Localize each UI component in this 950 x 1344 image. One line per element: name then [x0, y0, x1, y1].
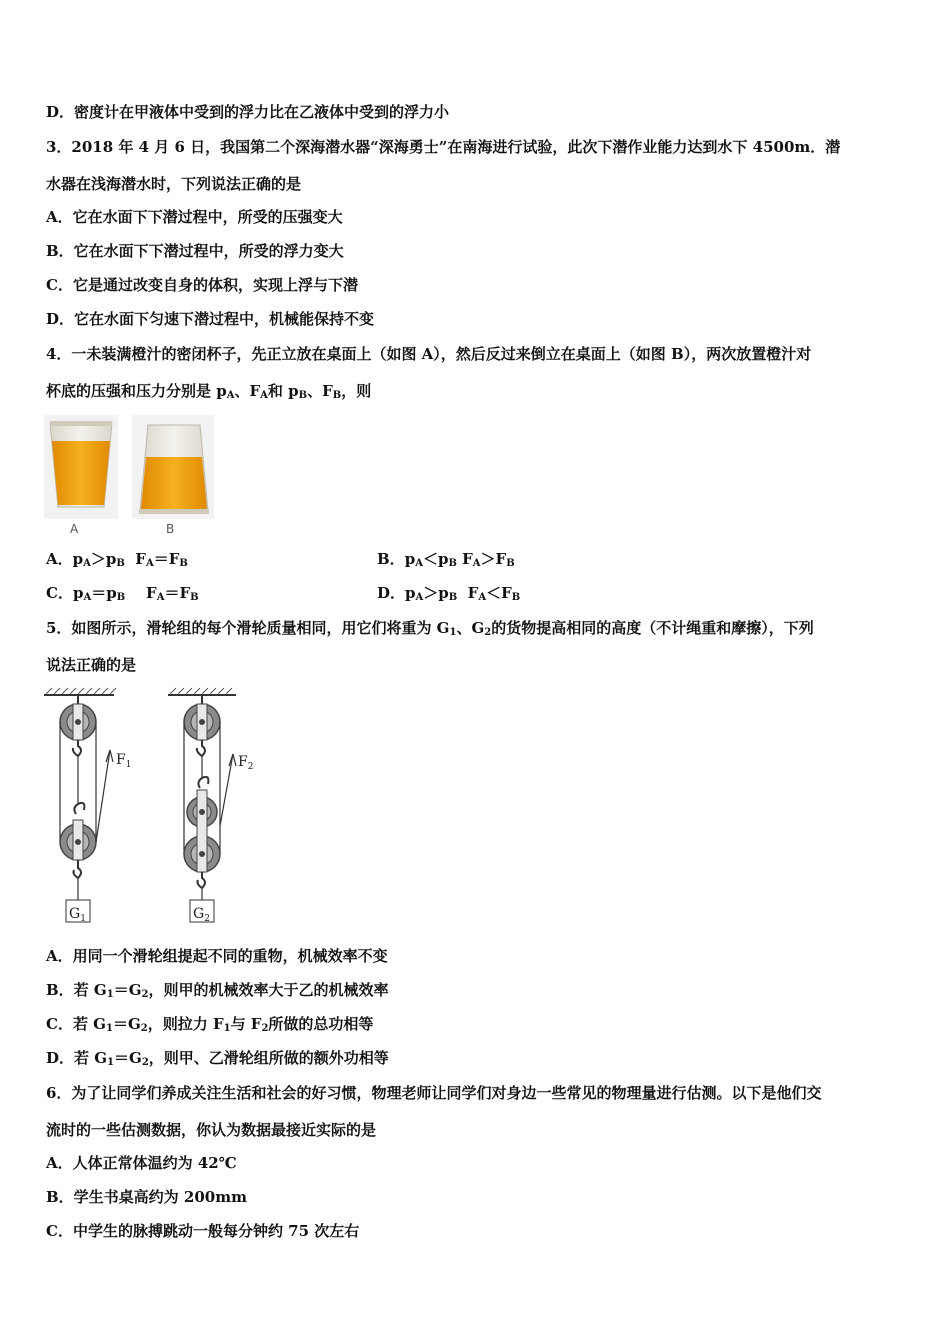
- text-part: F: [456, 550, 473, 568]
- text-part: ，则甲的机械效率大于乙的机械效率: [148, 981, 389, 999]
- option-prefix: B．: [377, 550, 405, 568]
- q3-option-b: B．它在水面下下潜过程中，所受的浮力变大: [46, 242, 344, 260]
- cup-a-label: A: [70, 522, 79, 536]
- subscript: A: [260, 390, 268, 401]
- subscript: B: [190, 592, 199, 603]
- text-part: 所做的总功相等: [268, 1015, 374, 1033]
- q4-stem-line2: [46, 381, 371, 401]
- text-part: 5．如图所示，滑轮组的每个滑轮质量相同，用它们将重为 G: [46, 619, 450, 637]
- text-part: ＝F: [153, 550, 180, 568]
- q3-option-c: C．它是通过改变自身的体积，实现上浮与下潜: [46, 276, 358, 294]
- label-sub: 2: [247, 762, 254, 772]
- subscript: A: [472, 558, 481, 569]
- subscript: A: [83, 592, 92, 603]
- text-part: p: [72, 584, 84, 602]
- label-sub: 1: [80, 914, 86, 924]
- subscript: B: [116, 592, 126, 603]
- subscript: 1: [223, 1023, 231, 1034]
- q6-stem-line2: 流时的一些估测数据，你认为数据最接近实际的是: [46, 1121, 377, 1139]
- text-part: ＞p: [90, 550, 117, 568]
- text-part: ＝G: [112, 1015, 141, 1033]
- label-main: F: [116, 752, 126, 768]
- text-part: 、F: [307, 382, 333, 400]
- text-part: F: [457, 584, 479, 602]
- subscript: 2: [261, 1023, 269, 1034]
- text-part: p: [404, 550, 416, 568]
- option-prefix: C．: [46, 584, 73, 602]
- q5-option-b: [46, 980, 388, 1000]
- q6-option-a: A．人体正常体温约为 42℃: [46, 1154, 237, 1172]
- subscript: B: [298, 390, 308, 401]
- cup-b-lid: [139, 509, 209, 514]
- q5-option-a: A．用同一个滑轮组提起不同的重物，机械效率不变: [46, 947, 388, 965]
- subscript: 1: [106, 989, 114, 1000]
- text-part: ＞p: [423, 584, 449, 602]
- label-main: F: [238, 754, 248, 770]
- subscript: A: [415, 592, 424, 603]
- subscript: B: [179, 558, 188, 569]
- q5-option-c: [46, 1014, 373, 1034]
- q3-option-d: D．它在水面下匀速下潜过程中，机械能保持不变: [46, 310, 375, 328]
- subscript: B: [511, 592, 521, 603]
- subscript: A: [226, 390, 235, 401]
- text-part: F: [125, 584, 157, 602]
- text-part: ，则甲、乙滑轮组所做的额外功相等: [148, 1049, 389, 1067]
- subscript: A: [145, 558, 154, 569]
- cup-b-label: B: [166, 522, 175, 536]
- text-part: D．若 G: [46, 1049, 108, 1067]
- orange-juice-cups-figure: [44, 415, 224, 537]
- q2-option-d: D．密度计在甲液体中受到的浮力比在乙液体中受到的浮力小: [46, 103, 450, 121]
- option-prefix: D．: [377, 584, 406, 602]
- subscript: B: [506, 558, 515, 569]
- cup-a-juice: [52, 441, 110, 505]
- subscript: B: [116, 558, 125, 569]
- q5-stem-line2: 说法正确的是: [46, 656, 137, 674]
- pulley-system-figure: [40, 686, 270, 926]
- text-part: p: [405, 584, 416, 602]
- text-part: ＝G: [113, 981, 142, 999]
- text-part: ＝F: [164, 584, 191, 602]
- text-part: 与 F: [230, 1015, 262, 1033]
- subscript: 2: [141, 1057, 149, 1068]
- subscript: 1: [105, 1023, 113, 1034]
- subscript: A: [83, 558, 91, 569]
- option-prefix: A．: [46, 550, 73, 568]
- cup-a-lid: [50, 421, 112, 426]
- q4-stem-text: 杯底的压强和压力分别是 p: [46, 382, 227, 400]
- label-main: G: [69, 906, 81, 922]
- label-sub: 2: [204, 914, 210, 924]
- subscript: 2: [484, 627, 492, 638]
- force-f1-label: [116, 752, 131, 770]
- text-part: F: [124, 550, 146, 568]
- subscript: A: [156, 592, 165, 603]
- q4-option-a: [46, 549, 188, 569]
- label-main: G: [193, 906, 205, 922]
- q6-stem-line1: 6．为了让同学们养成关注生活和社会的好习惯，物理老师让同学们对身边一些常见的物理量进行估测。以下是他们交: [46, 1084, 822, 1102]
- q3-option-a: A．它在水面下下潜过程中，所受的压强变大: [46, 208, 343, 226]
- ceiling-b: [168, 688, 236, 695]
- subscript: 2: [141, 989, 149, 1000]
- q3-stem-line2: 水器在浅海潜水时，下列说法正确的是: [46, 175, 302, 193]
- pulley-system-a: [60, 696, 113, 922]
- q6-option-c: C．中学生的脉搏跳动一般每分钟约 75 次左右: [46, 1222, 360, 1240]
- q5-stem-line1: [46, 618, 814, 638]
- text-part: 、F: [234, 382, 261, 400]
- text-part: 、G: [456, 619, 485, 637]
- subscript: 2: [140, 1023, 148, 1034]
- subscript: B: [448, 592, 458, 603]
- text-part: ＝G: [114, 1049, 142, 1067]
- force-f2-label: [238, 754, 253, 772]
- text-part: 的货物提高相同的高度（不计绳重和摩擦），下列: [491, 619, 814, 637]
- text-part: ＞F: [480, 550, 507, 568]
- text-part: ，则: [341, 382, 372, 400]
- q5-option-d: [46, 1048, 389, 1068]
- ceiling-a: [44, 688, 116, 695]
- text-part: ＜p: [422, 550, 449, 568]
- text-part: B．若 G: [46, 981, 107, 999]
- cup-b-juice: [141, 457, 207, 509]
- q3-stem-line1: 3．2018 年 4 月 6 日，我国第二个深海潜水器“深海勇士”在南海进行试验，此次下潜作业能力达到水下 4500m．潜: [46, 138, 841, 156]
- q4-option-b: [377, 549, 515, 569]
- q4-option-c: [46, 583, 199, 603]
- pulley-system-b: [184, 696, 236, 922]
- q4-stem-line1: 4．一未装满橙汁的密闭杯子，先正立放在桌面上（如图 A），然后反过来倒立在桌面上（如图 B），两次放置橙汁对: [46, 345, 812, 363]
- text-part: ＝p: [91, 584, 117, 602]
- text-part: C．若 G: [46, 1015, 106, 1033]
- text-part: ＜F: [486, 584, 512, 602]
- label-sub: 1: [125, 760, 132, 770]
- subscript: 1: [449, 627, 457, 638]
- subscript: A: [415, 558, 423, 569]
- subscript: A: [478, 592, 487, 603]
- text-part: 和 p: [267, 382, 299, 400]
- subscript: 1: [107, 1057, 115, 1068]
- subscript: B: [448, 558, 457, 569]
- q4-option-d: [377, 583, 520, 603]
- subscript: B: [332, 390, 342, 401]
- q6-option-b: B．学生书桌高约为 200mm: [46, 1188, 247, 1206]
- text-part: p: [72, 550, 84, 568]
- text-part: ，则拉力 F: [147, 1015, 224, 1033]
